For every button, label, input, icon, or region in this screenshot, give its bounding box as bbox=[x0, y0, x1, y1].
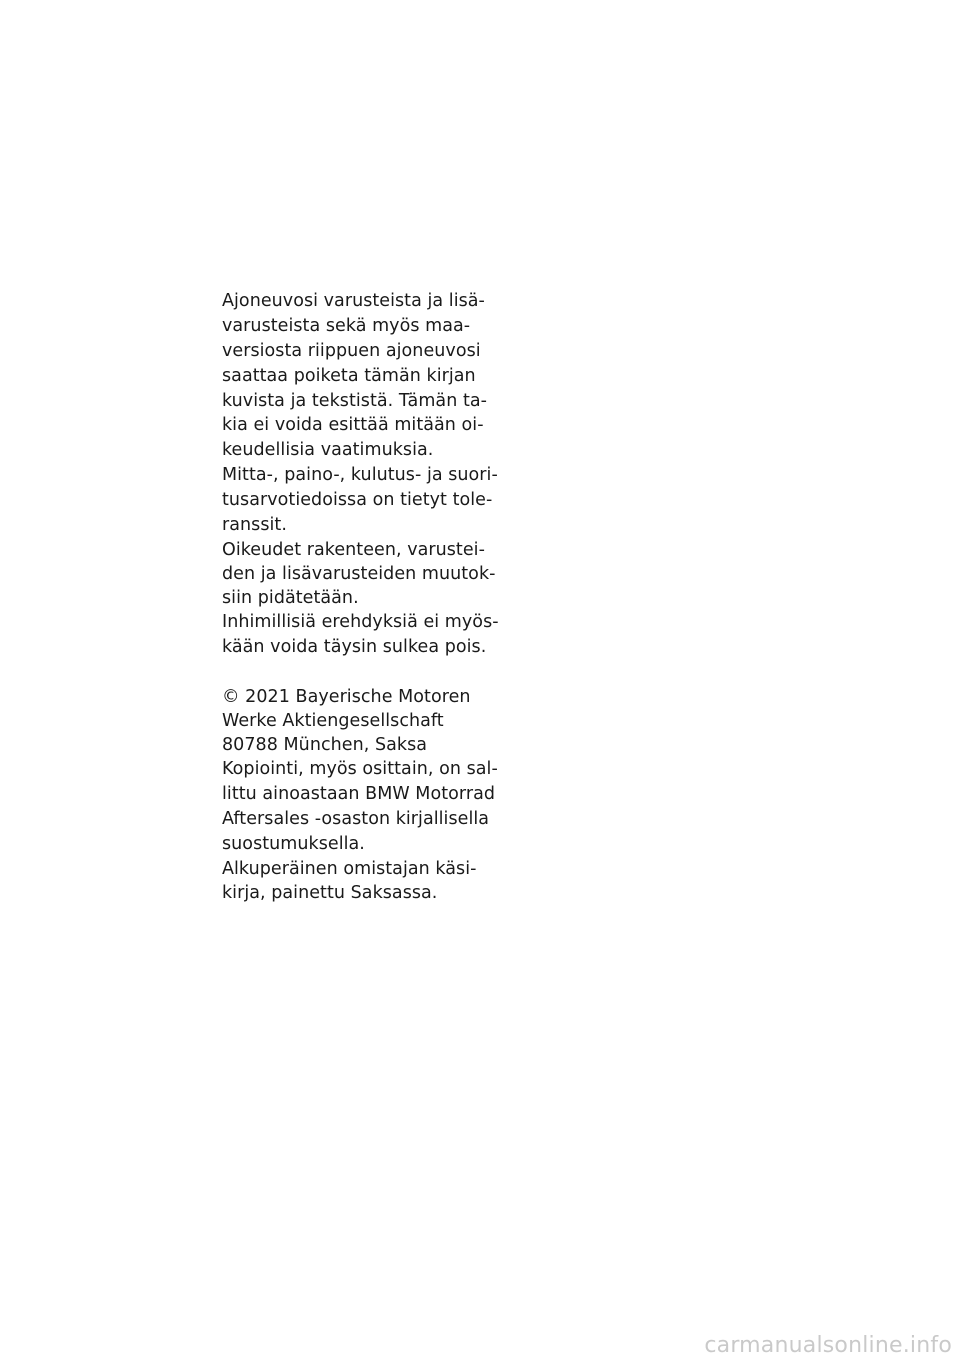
text-line: suostumuksella. bbox=[222, 833, 365, 854]
original-manual-paragraph bbox=[222, 858, 522, 906]
text-line: Inhimillisiä erehdyksiä ei myös- bbox=[222, 612, 499, 633]
text-line: kuvista ja tekstistä. Tämän ta- bbox=[222, 390, 487, 411]
text-line: ranssit. bbox=[222, 515, 287, 536]
disclaimer-paragraph-variation bbox=[222, 290, 522, 463]
text-line: kään voida täysin sulkea pois. bbox=[222, 637, 487, 658]
text-line: siin pidätetään. bbox=[222, 588, 359, 609]
disclaimer-paragraph-rights bbox=[222, 539, 522, 610]
text-line: kirja, painettu Saksassa. bbox=[222, 883, 438, 904]
text-line: saattaa poiketa tämän kirjan bbox=[222, 365, 476, 386]
text-line: Mitta-, paino-, kulutus- ja suori- bbox=[222, 465, 498, 486]
copyright-paragraph bbox=[222, 686, 522, 757]
text-line: Ajoneuvosi varusteista ja lisä- bbox=[222, 291, 485, 311]
text-line: Alkuperäinen omistajan käsi- bbox=[222, 858, 477, 879]
copy-permission-paragraph bbox=[222, 758, 522, 856]
text-line: Kopiointi, myös osittain, on sal- bbox=[222, 758, 498, 779]
text-line: tusarvotiedoissa on tietyt tole- bbox=[222, 490, 493, 511]
text-line: Werke Aktiengesellschaft bbox=[222, 710, 444, 731]
text-line: keudellisia vaatimuksia. bbox=[222, 440, 434, 461]
text-line: Aftersales -osaston kirjallisella bbox=[222, 808, 490, 829]
text-line: varusteista sekä myös maa- bbox=[222, 315, 471, 336]
section-spacer bbox=[222, 661, 522, 686]
text-line: Oikeudet rakenteen, varustei- bbox=[222, 539, 485, 560]
text-line: © 2021 Bayerische Motoren bbox=[222, 686, 471, 707]
text-line: versiosta riippuen ajoneuvosi bbox=[222, 340, 481, 361]
text-line: littu ainoastaan BMW Motorrad bbox=[222, 783, 495, 804]
legal-text-block bbox=[222, 290, 522, 907]
watermark-text: carmanualsonline.info bbox=[704, 1333, 952, 1358]
disclaimer-paragraph-tolerances bbox=[222, 464, 522, 537]
text-line: den ja lisävarusteiden muutok- bbox=[222, 564, 496, 584]
text-line: 80788 München, Saksa bbox=[222, 734, 428, 755]
text-line: kia ei voida esittää mitään oi- bbox=[222, 415, 484, 436]
disclaimer-paragraph-errors bbox=[222, 611, 522, 659]
